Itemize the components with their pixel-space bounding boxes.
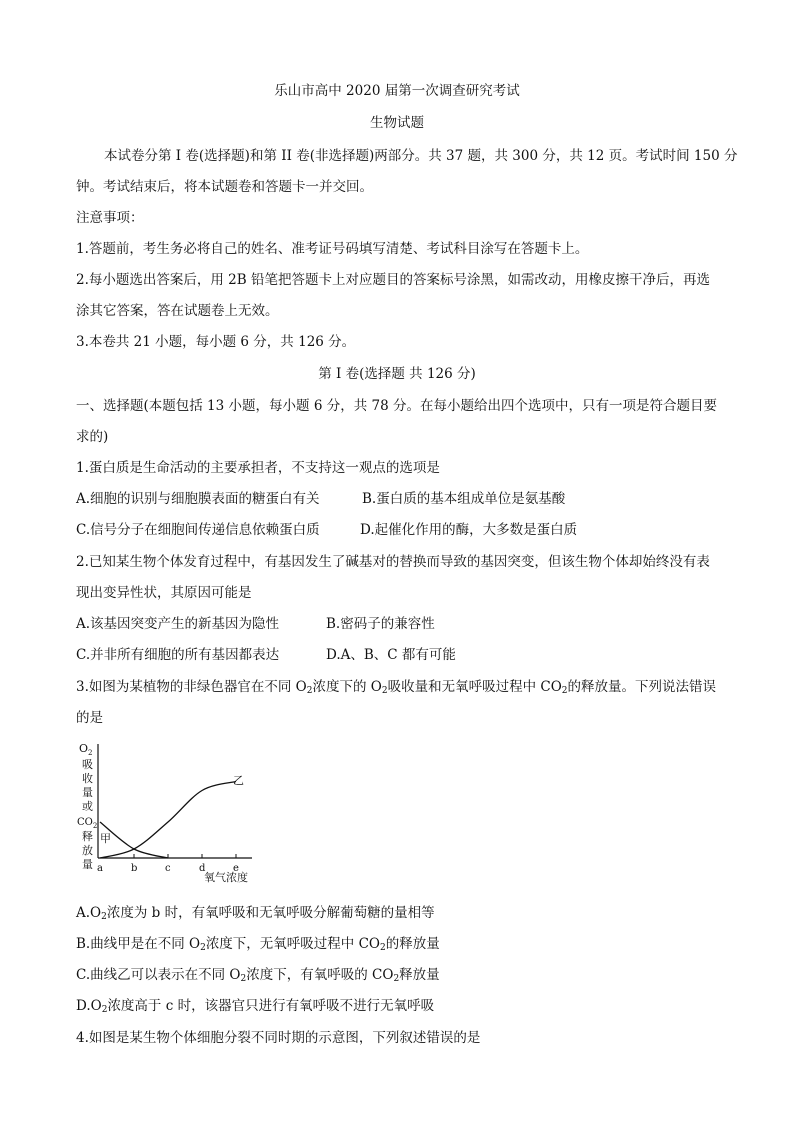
y-label-char: 量: [82, 858, 93, 871]
section-heading-line-2: 求的): [76, 429, 109, 445]
x-tick-label: d: [199, 863, 206, 874]
y-axis-label: [77, 742, 97, 871]
y-label-char: 吸: [82, 758, 93, 771]
q2-stem-line-1: 2.已知某生物个体发育过程中，有基因发生了碱基对的替换而导致的基因突变，但该生物个体却始终没有表: [76, 554, 710, 570]
note-2-line-2: 涂其它答案，答在试题卷上无效。: [76, 303, 279, 319]
section-heading-line-1: 一、选择题(本题包括 13 小题，每小题 6 分，共 78 分。在每小题给出四个选项中，只有一项是符合题目要: [76, 398, 717, 414]
q3-option-a: $A.O_2$浓度为 b 时，有氧呼吸和无氧呼吸分解葡萄糖的量相等: [76, 905, 435, 922]
q2-option-a: A.该基因突变产生的新基因为隐性: [76, 616, 280, 632]
q3-option-c: C.曲线乙可以表示在不同 $O_2$浓度下，有氧呼吸的 $CO_2$释放量: [76, 967, 440, 984]
q1-option-b: B.蛋白质的基本组成单位是氨基酸: [362, 491, 566, 507]
y-label-char: 放: [82, 844, 93, 857]
y-label-char: 或: [82, 800, 93, 813]
q1-option-d: D.起催化作用的酶，大多数是蛋白质: [360, 522, 578, 538]
oxygen-concentration-figure: [76, 738, 276, 898]
y-label-char-co: $CO_2$: [77, 817, 98, 830]
x-tick-label: c: [165, 863, 171, 874]
y-label-char: 量: [82, 786, 93, 799]
y-label-char: 释: [82, 830, 93, 843]
q1-option-a: A.细胞的识别与细胞膜表面的糖蛋白有关: [76, 491, 320, 507]
part-1-title: 第 I 卷(选择题 共 126 分): [318, 366, 476, 382]
exam-title: 乐山市高中 2020 届第一次调查研究考试: [274, 83, 520, 99]
q2-option-c: C.并非所有细胞的所有基因都表达: [76, 647, 280, 663]
q4-stem: 4.如图是某生物个体细胞分裂不同时期的示意图，下列叙述错误的是: [76, 1030, 481, 1046]
intro-line-2: 钟。考试结束后，将本试题卷和答题卡一并交回。: [76, 179, 373, 195]
q3-option-b: B.曲线甲是在不同 $O_2$浓度下，无氧呼吸过程中 $CO_2$的释放量: [76, 936, 440, 953]
curve-jia-label: 甲: [100, 832, 111, 845]
q2-option-b: B.密码子的兼容性: [326, 616, 435, 632]
q2-option-d: D.A、B、C 都有可能: [326, 647, 456, 663]
x-tick-label: a: [97, 863, 103, 874]
q1-stem: 1.蛋白质是生命活动的主要承担者，不支持这一观点的选项是: [76, 460, 440, 476]
subject-title: 生物试题: [370, 115, 424, 131]
q3-stem-line-2: 的是: [76, 710, 103, 726]
curve-yi-label: 乙: [233, 774, 244, 787]
q1-option-c: C.信号分子在细胞间传递信息依赖蛋白质: [76, 522, 320, 538]
q3-option-d: $D.O_2$浓度高于 c 时，该器官只进行有氧呼吸不进行无氧呼吸: [76, 998, 435, 1015]
x-tick-label: e: [233, 863, 239, 874]
x-tick-label: b: [131, 863, 138, 874]
q2-stem-line-2: 现出变异性状，其原因可能是: [76, 585, 252, 601]
curve-yi: [100, 782, 236, 859]
intro-line-1: 本试卷分第 I 卷(选择题)和第 II 卷(非选择题)两部分。共 37 题，共 300 分，共 12 页。考试时间 150 分: [104, 148, 738, 164]
note-2-line-1: 2.每小题选出答案后，用 2B 铅笔把答题卡上对应题目的答案标号涂黑，如需改动，用橡皮擦干净后，再选: [76, 272, 710, 288]
x-axis-label: 氧气浓度: [204, 871, 248, 884]
notes-heading: 注意事项：: [76, 210, 144, 226]
note-3: 3.本卷共 21 小题，每小题 6 分，共 126 分。: [76, 334, 356, 350]
note-1: 1.答题前，考生务必将自己的姓名、准考证号码填写清楚、考试科目涂写在答题卡上。: [76, 241, 589, 257]
q3-stem-line-1: 3.如图为某植物的非绿色器官在不同 $O_2$浓度下的 $O_2$吸收量和无氧呼吸过程中 $CO_2$的释放量。下列说法错误: [76, 679, 717, 696]
y-label-char: 收: [82, 772, 93, 785]
y-label-char-o: $O_2$: [79, 742, 93, 757]
